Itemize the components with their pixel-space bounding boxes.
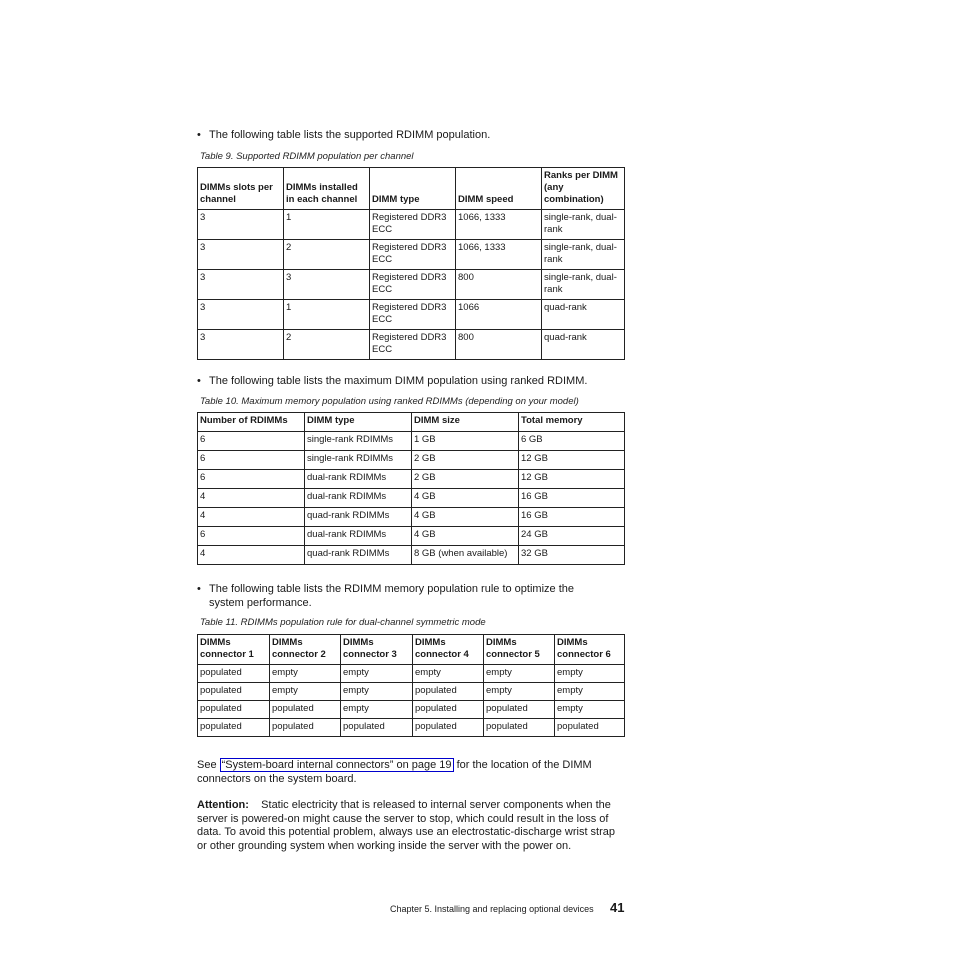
bullet-item xyxy=(197,128,637,142)
table-cell: 3 xyxy=(198,330,284,360)
column-header: DIMMs connector 4 xyxy=(413,635,484,665)
table-supported-rdimm-population xyxy=(197,167,625,360)
table-cell: dual-rank RDIMMs xyxy=(305,470,412,489)
table-header-row xyxy=(198,413,625,432)
table-cell: 4 xyxy=(198,508,305,527)
table-cell: 16 GB xyxy=(519,489,625,508)
table-cell: empty xyxy=(341,665,413,683)
table-cell: empty xyxy=(341,701,413,719)
table-cell: Registered DDR3 ECC xyxy=(370,210,456,240)
table-cell: empty xyxy=(270,665,341,683)
bullet-text-rdimm-population: The following table lists the supported RDIMM population. xyxy=(209,129,491,141)
column-header: DIMM speed xyxy=(456,168,542,210)
table-max-memory-population xyxy=(197,412,625,565)
table-cell: empty xyxy=(555,683,625,701)
table-cell: 2 xyxy=(284,330,370,360)
table11-caption: Table 11. RDIMMs population rule for dual-channel symmetric mode xyxy=(200,617,486,628)
table-row xyxy=(198,665,625,683)
table-cell: single-rank RDIMMs xyxy=(305,432,412,451)
table-cell: 4 GB xyxy=(412,489,519,508)
table-cell: empty xyxy=(341,683,413,701)
table-row xyxy=(198,300,625,330)
table-row xyxy=(198,546,625,565)
column-header: Ranks per DIMM (any combination) xyxy=(542,168,625,210)
table-cell: Registered DDR3 ECC xyxy=(370,330,456,360)
table-row xyxy=(198,470,625,489)
table-cell: quad-rank xyxy=(542,300,625,330)
table-cell: 2 GB xyxy=(412,470,519,489)
page-number: 41 xyxy=(610,900,625,915)
see-suffix: for the location of the DIMM connectors on the system board. xyxy=(197,759,592,785)
column-header: DIMM size xyxy=(412,413,519,432)
table-cell: populated xyxy=(413,683,484,701)
table-cell: 12 GB xyxy=(519,470,625,489)
table-cell: populated xyxy=(555,719,625,737)
table-cell: populated xyxy=(270,719,341,737)
table-cell: 1 GB xyxy=(412,432,519,451)
bullet-text-population-rule: The following table lists the RDIMM memory population rule to optimize the system performance. xyxy=(209,583,574,609)
table-cell: empty xyxy=(555,701,625,719)
column-header: Total memory xyxy=(519,413,625,432)
table-cell: 800 xyxy=(456,330,542,360)
table-cell: 6 xyxy=(198,470,305,489)
table-cell: 1 xyxy=(284,210,370,240)
table-cell: populated xyxy=(484,719,555,737)
table-cell: 1066, 1333 xyxy=(456,240,542,270)
table-cell: 4 xyxy=(198,489,305,508)
table-cell: Registered DDR3 ECC xyxy=(370,270,456,300)
table-cell: 8 GB (when available) xyxy=(412,546,519,565)
table-header-row xyxy=(198,635,625,665)
table-cell: Registered DDR3 ECC xyxy=(370,300,456,330)
table-cell: 2 xyxy=(284,240,370,270)
table-cell: populated xyxy=(198,701,270,719)
table-cell: 6 xyxy=(198,432,305,451)
table-row xyxy=(198,270,625,300)
table-cell: empty xyxy=(484,665,555,683)
system-board-connectors-link[interactable]: “System-board internal connectors” on page 19 xyxy=(221,759,452,771)
table-cell: populated xyxy=(198,719,270,737)
table-row xyxy=(198,330,625,360)
table-cell: 800 xyxy=(456,270,542,300)
table-cell: 1066, 1333 xyxy=(456,210,542,240)
column-header: DIMMs connector 6 xyxy=(555,635,625,665)
attention-text: Static electricity that is released to internal server components when the server is powered-on might cause the server to stop, which could result in the loss of data. To avoid this potential problem, always use an electrostatic-discharge wrist strap or other grounding system when working inside the server with the power on. xyxy=(197,799,616,852)
column-header: DIMM type xyxy=(370,168,456,210)
bullet-item xyxy=(197,374,637,388)
table-cell: populated xyxy=(270,701,341,719)
table-cell: 1 xyxy=(284,300,370,330)
table10-caption: Table 10. Maximum memory population using ranked RDIMMs (depending on your model) xyxy=(200,396,579,407)
bullet-item xyxy=(197,582,637,610)
table-cell: 32 GB xyxy=(519,546,625,565)
see-connectors-paragraph xyxy=(197,759,625,786)
table-cell: populated xyxy=(341,719,413,737)
column-header: DIMMs connector 5 xyxy=(484,635,555,665)
table-row xyxy=(198,527,625,546)
table-cell: populated xyxy=(413,701,484,719)
table-cell: 3 xyxy=(198,270,284,300)
table-cell: 6 xyxy=(198,527,305,546)
table-cell: empty xyxy=(555,665,625,683)
table-row xyxy=(198,489,625,508)
table-cell: 6 GB xyxy=(519,432,625,451)
table-cell: 3 xyxy=(198,210,284,240)
table-cell: quad-rank xyxy=(542,330,625,360)
attention-paragraph xyxy=(197,799,625,853)
table-cell: populated xyxy=(484,701,555,719)
column-header: DIMMs connector 2 xyxy=(270,635,341,665)
table-row xyxy=(198,508,625,527)
table-cell: Registered DDR3 ECC xyxy=(370,240,456,270)
table-cell: 4 GB xyxy=(412,527,519,546)
table-cell: single-rank, dual-rank xyxy=(542,210,625,240)
table-row xyxy=(198,240,625,270)
table-cell: 3 xyxy=(284,270,370,300)
column-header: DIMM type xyxy=(305,413,412,432)
table-cell: single-rank, dual-rank xyxy=(542,240,625,270)
column-header: DIMMs connector 3 xyxy=(341,635,413,665)
column-header: Number of RDIMMs xyxy=(198,413,305,432)
table-row xyxy=(198,683,625,701)
table-row xyxy=(198,701,625,719)
table-cell: dual-rank RDIMMs xyxy=(305,527,412,546)
table-cell: empty xyxy=(270,683,341,701)
table-cell: 1066 xyxy=(456,300,542,330)
table-cell: 16 GB xyxy=(519,508,625,527)
table-cell: single-rank RDIMMs xyxy=(305,451,412,470)
attention-label: Attention: xyxy=(197,799,249,811)
column-header: DIMMs installed in each channel xyxy=(284,168,370,210)
table-cell: quad-rank RDIMMs xyxy=(305,508,412,527)
table9-caption: Table 9. Supported RDIMM population per channel xyxy=(200,151,414,162)
column-header: DIMMs connector 1 xyxy=(198,635,270,665)
table-cell: empty xyxy=(484,683,555,701)
column-header: DIMMs slots per channel xyxy=(198,168,284,210)
table-row xyxy=(198,451,625,470)
bullet-glyph: • xyxy=(197,375,201,387)
table-cell: populated xyxy=(198,665,270,683)
table-header-row xyxy=(198,168,625,210)
footer-chapter-title: Chapter 5. Installing and replacing optional devices xyxy=(390,904,594,914)
see-prefix: See xyxy=(197,759,220,771)
table-cell: 3 xyxy=(198,300,284,330)
table-cell: 4 xyxy=(198,546,305,565)
table-row xyxy=(198,210,625,240)
table-cell: single-rank, dual-rank xyxy=(542,270,625,300)
bullet-glyph: • xyxy=(197,583,201,595)
table-cell: 3 xyxy=(198,240,284,270)
table-cell: 24 GB xyxy=(519,527,625,546)
table-row xyxy=(198,432,625,451)
table-cell: 6 xyxy=(198,451,305,470)
table-cell: quad-rank RDIMMs xyxy=(305,546,412,565)
table-cell: 2 GB xyxy=(412,451,519,470)
table-cell: empty xyxy=(413,665,484,683)
bullet-glyph: • xyxy=(197,129,201,141)
table-cell: populated xyxy=(413,719,484,737)
table-cell: 12 GB xyxy=(519,451,625,470)
table-cell: dual-rank RDIMMs xyxy=(305,489,412,508)
bullet-text-max-dimm-population: The following table lists the maximum DIMM population using ranked RDIMM. xyxy=(209,375,588,387)
table-dual-channel-population-rule xyxy=(197,634,625,737)
table-row xyxy=(198,719,625,737)
table-cell: populated xyxy=(198,683,270,701)
table-cell: 4 GB xyxy=(412,508,519,527)
